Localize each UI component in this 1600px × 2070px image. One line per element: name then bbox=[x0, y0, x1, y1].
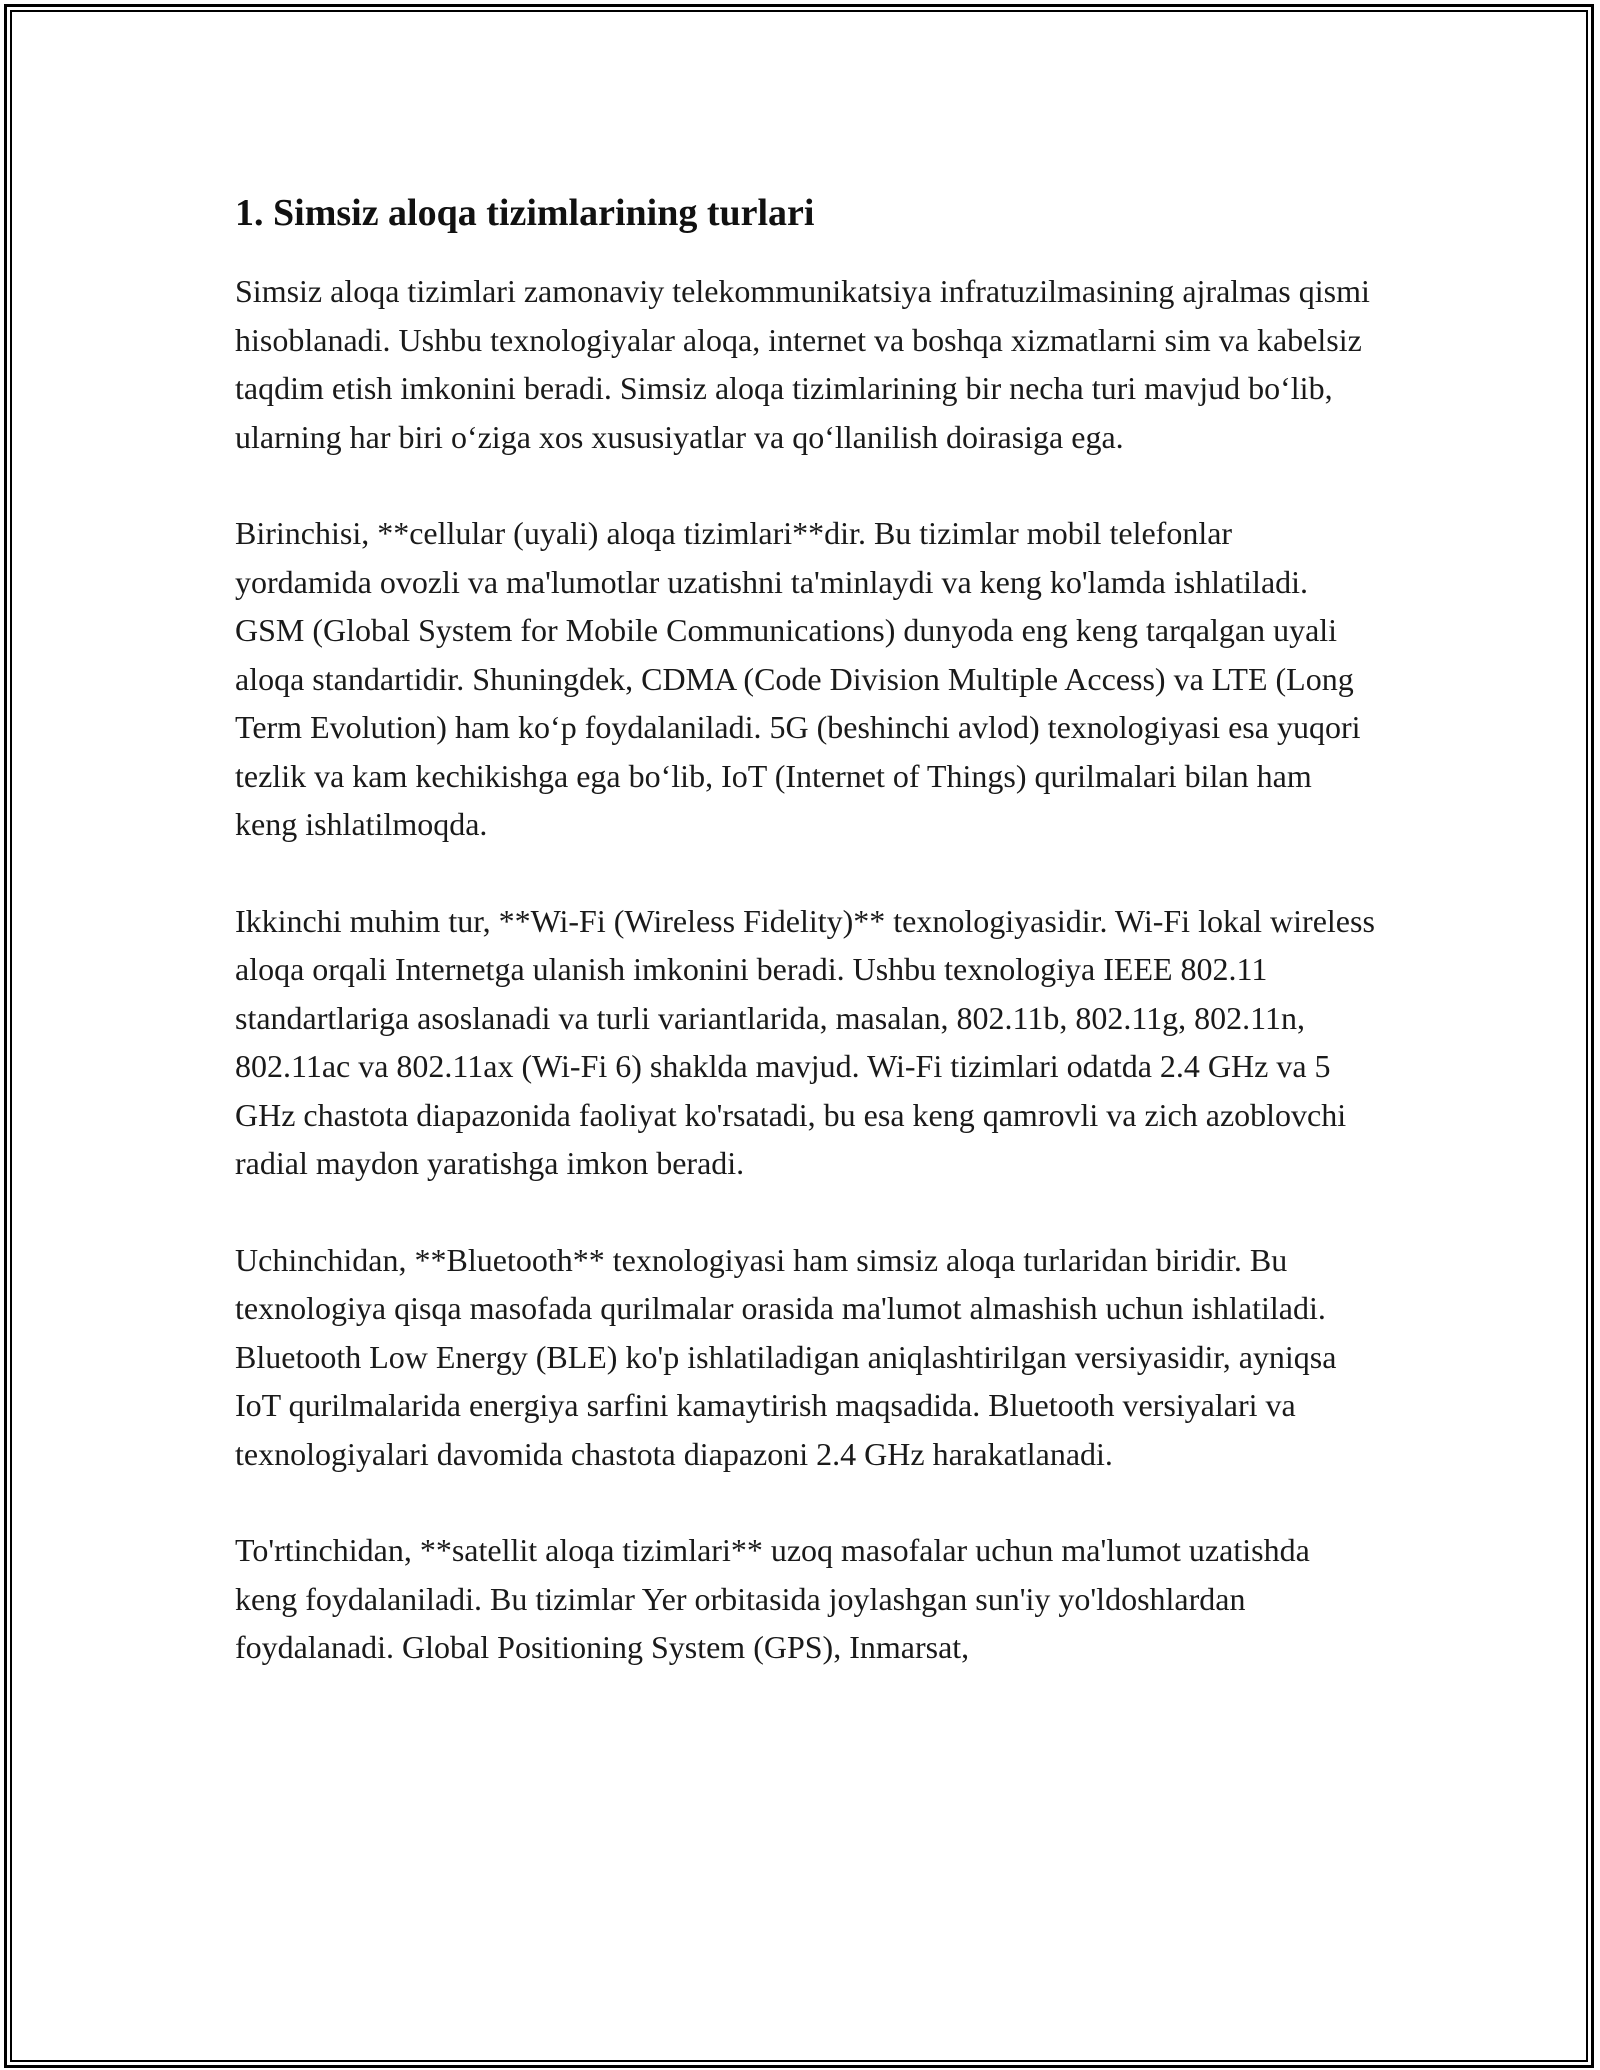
paragraph-intro: Simsiz aloqa tizimlari zamonaviy telekommunikatsiya infratuzilmasining ajralmas qismi hisoblanadi. Ushbu texnologiyalar aloqa, internet va boshqa xizmatlarni sim va kabelsiz taqdim etish imkonini beradi. Simsiz aloqa tizimlarining bir necha turi mavjud bo‘lib, ularning har biri o‘ziga xos xususiyatlar va qo‘llanilish doirasiga ega. bbox=[235, 273, 1370, 455]
paragraph-wifi: Ikkinchi muhim tur, **Wi-Fi (Wireless Fidelity)** texnologiyasidir. Wi-Fi lokal wireless aloqa orqali Internetga ulanish imkonini beradi. Ushbu texnologiya IEEE 802.11 standartlariga asoslanadi va turli variantlarida, masalan, 802.11b, 802.11g, 802.11n, 802.11ac va 802.11ax (Wi-Fi 6) shaklda mavjud. Wi-Fi tizimlari odatda 2.4 GHz va 5 GHz chastota diapazonida faoliyat ko'rsatadi, bu esa keng qamrovli va zich azoblovchi radial maydon yaratishga imkon beradi. bbox=[235, 902, 1375, 1181]
paragraph-cellular: Birinchisi, **cellular (uyali) aloqa tizimlari**dir. Bu tizimlar mobil telefonlar yordamida ovozli va ma'lumotlar uzatishni ta'minlaydi va keng ko'lamda ishlatiladi. GSM (Global System for Mobile Communications) dunyoda eng keng tarqalgan uyali aloqa standartidir. Shuningdek, CDMA (Code Division Multiple Access) va LTE (Long Term Evolution) ham ko‘p foydalaniladi. 5G (beshinchi avlod) texnologiyasi esa yuqori tezlik va kam kechikishga ega bo‘lib, IoT (Internet of Things) qurilmalari bilan ham keng ishlatilmoqda. bbox=[235, 515, 1361, 842]
paragraph-satellite: To'rtinchidan, **satellit aloqa tizimlari** uzoq masofalar uchun ma'lumot uzatishda keng foydalaniladi. Bu tizimlar Yer orbitasida joylashgan sun'iy yo'ldoshlardan foydalanadi. Global Positioning System (GPS), Inmarsat, bbox=[235, 1532, 1310, 1665]
document-body bbox=[235, 185, 1375, 1720]
section-heading: 1. Simsiz aloqa tizimlarining turlari bbox=[235, 192, 815, 234]
paragraph-bluetooth: Uchinchidan, **Bluetooth** texnologiyasi ham simsiz aloqa turlaridan biridir. Bu texnologiya qisqa masofada qurilmalar orasida ma'lumot almashish uchun ishlatiladi. Bluetooth Low Energy (BLE) ko'p ishlatiladigan aniqlashtirilgan versiyasidir, ayniqsa IoT qurilmalarida energiya sarfini kamaytirish maqsadida. Bluetooth versiyalari va texnologiyalari davomida chastota diapazoni 2.4 GHz harakatlanadi. bbox=[235, 1241, 1337, 1472]
